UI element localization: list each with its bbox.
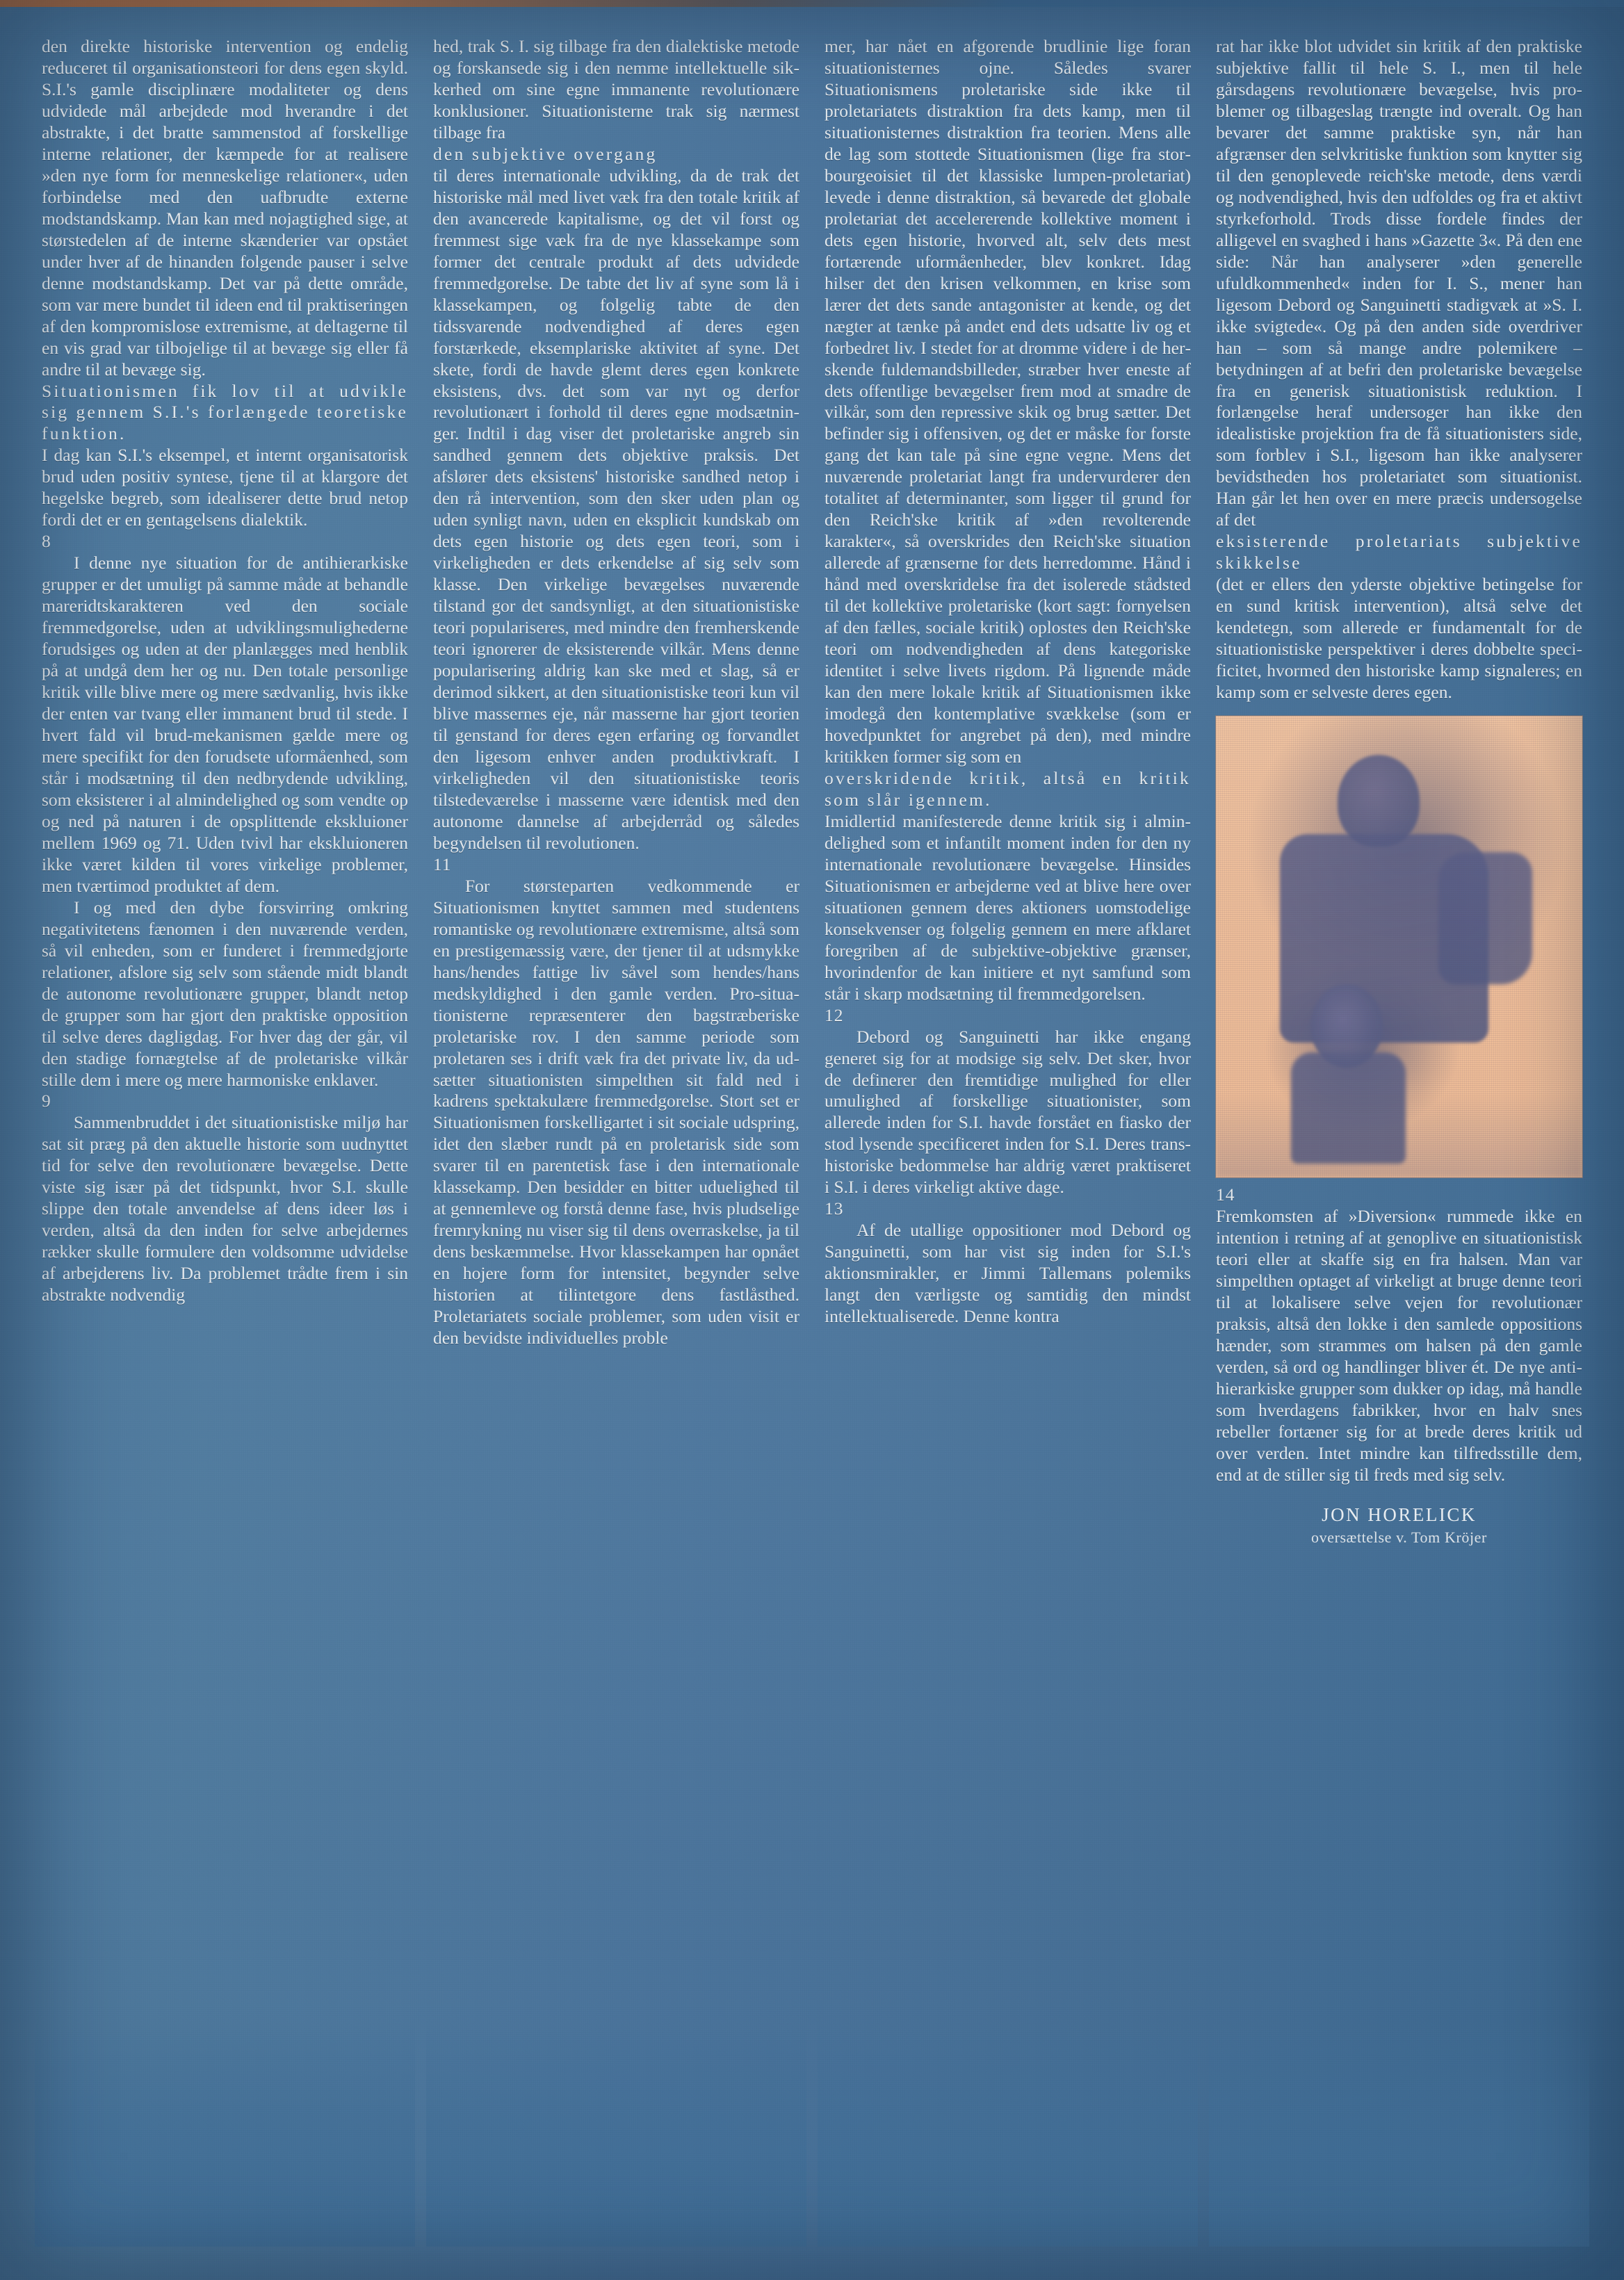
paragraph: I dag kan S.I.'s eksempel, et internt organisatorisk brud uden positiv syntese, tjene til at klargore det hegelske begreb, som idealiserer dette brud netop fordi det er en gentagelsens dialektik. (42, 445, 408, 530)
author-name: JON HORELICK (1322, 1504, 1477, 1525)
paragraph: Imidlertid manifesterede denne kritik sig i almindelighed som et infantilt moment inden for den ny internationale revolutionære bevægelse. Hinsides Situationismen er arbejderne ved at blive here over situationen gennem deres aktioners uomstodelige konsekvenser og folgelig gennem en mere afklaret foregriben af de subjektive-objektive grænser, hvorindenfor de kan initiere et nyt samfund som står i skarp modsætning til fremmedgorelsen. (825, 811, 1191, 1004)
section-number: 9 (42, 1091, 51, 1112)
section-number: 8 (42, 531, 51, 552)
scan-fade (1209, 2017, 1589, 2247)
paragraph: Fremkomsten af »Diversion« rummede ikke en intention i retning af at genoplive en situationistisk teori eller at skaffe sig en fra halsen. Man var simpelthen optaget af virkeligt at bruge denne teori til at lokalisere selve vejen for revolutionær praksis, altså den lokke i den samlede oppositions hænder, som strammes om halsen på den gamle verden, så ord og handlinger bliver ét. De nye anti-hierarkiske grupper som dukker op idag, må handle som hverdagens fabrikker, hvor en halv snes rebeller fortæner sig for at brede deres kritik ud over verden. Intet mindre kan tilfredsstille dem, end at de stiller sig til freds med sig selv. (1216, 1206, 1582, 1485)
paragraph: rat har ikke blot udvidet sin kritik af den praktiske subjektive fallit til hele S. I., men til hele gårsdagens revolutionære bevægelse, hvis problemer og tilbageslag trængte ind overalt. Og han bevarer det samme praktiske syn, når han afgrænser den selvkritiske funktion som knytter sig til den genoplevede reich'ske metode, dens værdi og nodvendighed, hvis den udfoldes og fra et aktivt styrkeforhold. Trods disse fordele findes der alligevel en svaghed i hans »Gazette 3«. På den ene side: Når han analyserer »den generelle ufuldkommenhed« inden for I. S., mener han ligesom Debord og Sanguinetti stadigvæk at »S. I. ikke svigtede«. Og på den anden side overdriver han – som så mange andre polemikere – betydningen af at befri den proletariske bevægelse fra en generisk situationistisk reduktion. I forlængelse heraf undersoger han ikke den idealistiske projektion fra de få situationisters side, som forblev i S.I., ligesom han ikke analyserer bevidstheden hos proletariatet som situationist. Han går let hen over en mere præcis undersogelse af det (1216, 36, 1582, 530)
column-2 (433, 36, 799, 2247)
translator-credit: oversættelse v. Tom Kröjer (1311, 1528, 1487, 1546)
paragraph: hed, trak S. I. sig tilbage fra den dialektiske metode og forskansede sig i den nemme intellektuelle sikkerhed om sine egne immanente revolutionære konklusioner. Situationisterne trak sig nærmest tilbage fra (433, 36, 799, 142)
paragraph-emphasis: den subjektive overgang (433, 143, 658, 164)
paragraph: (det er ellers den yderste objektive betingelse for en sund kritisk intervention), altså selve det kendetegn, som allerede er fundamentalt for de situationistiske perspektiver i deres dobbelte specificitet, hvormed den historiske kamp signaleres; en kamp som er selveste deres egen. (1216, 574, 1582, 703)
text-columns (42, 36, 1582, 2247)
scan-fade (426, 2017, 806, 2247)
paragraph: For størsteparten vedkommende er Situationismen knyttet sammen med studentens romantiske og revolutionære extremisme, altså som en prestigemæssig være, der tjener til at udsmykke hans/hendes fattige liv såvel som hendes/hans medskyldighed i den gamle verden. Pro-situationisterne repræsenterer den bagstræberiske proletariske rov. I den samme periode som proletaren ses i drift væk fra det private liv, da udsætter situationisten simpelthen sit fald ned i kadrens spektakulære fremmedgorelse. Stort set er Situationismen forskelligartet i sit sociale udspring, idet den slæber rundt på en proletarisk side som svarer til en parentetisk fase i den internationale klassekamp. Den besidder en bitter uduelighed til at gennemleve og forstå denne fase, hvis pludselige fremrykning nu viser sig til dens overraskelse, ja til dens beskæmmelse. Hvor klassekampen har opnået en hojere form for intensitet, begynder selve historien at tilintetgore dens fastlåsthed. Proletariatets sociale problemer, som uden visit er den bevidste individuelles proble (433, 875, 799, 1349)
scan-fade (35, 2017, 415, 2247)
photo-halftone-texture (1216, 716, 1582, 1178)
paragraph: mer, har nået en afgorende brudlinie lige foran situationisternes ojne. Således svarer Situationismens proletariske side ikke til proletariatets distraktion fra dets kamp, men til situationisternes distraktion fra teorien. Mens alle de lag som stottede Situationismen (lige fra storbourgeoisiet til det klassiske lumpen-proletariat) levede i denne distraktion, så bevarede det globale proletariat det accelererende kollektive moment i dets egen historie, hvorved alt, selv dets mest fortærende uformåenheder, blev konkret. Idag hilser det den krisen velkommen, en krise som lærer det dets sande antagonister at kende, og det nægter at tænke på andet end dets udsatte liv og et forbedret liv. I stedet for at dromme videre i de herskende fuldemandsbilleder, stræber hver eneste af dets offentlige bevægelser frem mod at smadre de vilkår, som den repressive skik og brug sætter. Det befinder sig i offensiven, og det er måske for forste gang det kan tale på sine egne vegne. Mens det nuværende proletariat langt fra undervurderer den totalitet af determinanter, som ligger til grund for den Reich'ske kritik af »den revolterende karakter«, så overskrides den Reich'ske situation allerede af grænserne for dets herredomme. Hånd i hånd med overskridelse fra det isolerede stådsted til det kollektive proletariske (kort sagt: fornyelsen af den fælles, sociale kritik) oplostes den Reich'ske teori om nodvendigheden af dens kategoriske identitet i selve livets rigdom. På lignende måde kan den mere lokale kritik af Situationismen ikke imodegå den kontemplative svækkelse (som er hovedpunktet for angrebet på den), med mindre kritikken former sig som en (825, 36, 1191, 767)
photograph-figure (1216, 716, 1582, 1178)
paragraph-emphasis: Situationismen fik lov til at udvikle sig gennem S.I.'s forlængede teoretiske funktion. (42, 380, 408, 444)
section-number: 11 (433, 854, 452, 874)
paragraph: Af de utallige oppositioner mod Debord og Sanguinetti, som har vist sig inden for S.I.'s aktionsmirakler, er Jimmi Tallemans polemiks langt den værligste og samtidig den mindst intellektualiserede. Denne kontra (825, 1220, 1191, 1327)
paragraph-emphasis: eksisterende proletariats subjektive skikkelse (1216, 531, 1582, 573)
scan-fade (818, 2017, 1198, 2247)
column-3 (825, 36, 1191, 2247)
photograph (1216, 716, 1582, 1178)
column-1 (42, 36, 408, 2247)
column-4 (1216, 36, 1582, 2247)
author-signature (1216, 1504, 1582, 1547)
section-number: 13 (825, 1198, 844, 1219)
section-number: 12 (825, 1004, 844, 1025)
paragraph: I og med den dybe forsvirring omkring negativitetens fænomen i den nuværende verden, så vil enheden, som er funderet i fremmedgjorte relationer, afslore sig selv som stående midt blandt de autonome revolutionære grupper, blandt netop de grupper som har gjort den praktiske opposition til selve deres dagligdag. For hver dag der går, vil den stadige fornægtelse af de proletariske vilkår stille dem i mere og mere harmoniske enklaver. (42, 897, 408, 1090)
paragraph: den direkte historiske intervention og endelig reduceret til organisationsteori for dens egen skyld. S.I.'s gamle disciplinære modaliteter og dens udvidede mål arbejdede mod hverandre i det abstrakte, i det bratte sammenstod af forskellige interne relationer, der kæmpede for at realisere »den nye form for menneskelige relationer«, uden forbindelse med den uafbrudte externe modstandskamp. Man kan med nojagtighed sige, at størstedelen af de interne skænderier var opstået under hver af de hinanden folgende pauser i selve denne modstandskamp. Det var på dette område, som var mere bundet til ideen end til praktiseringen af den kompromislose extremisme, at deltagerne til en vis grad var tilbojelige til at bevæge sig eller få andre til at bevæge sig. (42, 36, 408, 380)
paragraph: til deres internationale udvikling, da de trak det historiske mål med livet væk fra den totale kritik af den avancerede kapitalisme, og det vil forst og fremmest sige væk fra de nye klassekampe som former det centrale produkt af dets udvidede fremmedgorelse. De tabte det liv af syne som lå i klassekampen, og folgelig tabte de den tidssvarende nodvendighed af deres egen forstærkede, eksemplariske aktivitet af syne. Det skete, fordi de havde glemt deres egen konkrete eksistens, dvs. det som var nyt og derfor revolutionært i forhold til deres egne modsætninger. Indtil i dag viser det proletariske angreb sin sandhed gennem dets objektive praksis. Det afslører dets eksistens' historiske sandhed netop i den rå intervention, som den sker uden plan og uden synligt navn, uden en eksplicit kundskab om dets egen historie og dets egen teori, som i virkeligheden er dets erkendelse af sig selv som klasse. Den virkelige bevægelses nuværende tilstand gor det sandsynligt, at den situationistiske teori populariseres, med mindre den fremherskende teori ignorerer de eksisterende vilkår. Mens denne popularisering aldrig kan ske med et slag, så er derimod sikkert, at den situationistiske teori kun vil blive massernes eje, når masserne har gjort teorien til genstand for deres egen erfaring og forvandlet den ligesom enhver anden produktivkraft. I virkeligheden vil den situationistiske teoris tilstedeværelse i masserne være identisk med den autonome dannelse af arbejderråd og således begyndelsen til revolutionen. (433, 165, 799, 853)
paragraph: I denne nye situation for de antihierarkiske grupper er det umuligt på samme måde at behandle mareridtskarakteren ved den sociale fremmedgorelse, uden at udviklingsmulighederne forudsiges og uden at der planlægges med henblik på at undgå dem her og nu. Den totale personlige kritik ville blive mere og mere sædvanlig, hvis ikke der enten var tvang eller immanent brud til stede. I hvert fald vil brud-mekanismen gælde mere og mere specifikt for den forudsete uformåenhed, som står i modsætning til den nedbrydende udvikling, som eksisterer i al almindelighed og som vendte op og ned på naturen i de opsplittende ekskluioner mellem 1969 og 71. Uden tvivl har ekskluioneren ikke været kilden til vores virkelige problemer, men tværtimod produktet af dem. (42, 553, 408, 896)
section-number: 14 (1216, 1184, 1235, 1205)
paragraph-emphasis: overskridende kritik, altså en kritik som slår igennem. (825, 767, 1191, 810)
paragraph: Debord og Sanguinetti har ikke engang generet sig for at modsige sig selv. Det sker, hvor de definerer den fremtidige mulighed for eller umulighed af forskellige situationister, som allerede inden for S.I. havde forstået en fiasko der stod lysende specificeret inden for S.I. Deres trans-historiske bedommelse har aldrig været praktiseret i S.I. i deres virkeligt aktive dage. (825, 1026, 1191, 1198)
paragraph: Sammenbruddet i det situationistiske miljø har sat sit præg på den aktuelle historie som uudnyttet tid for selve den revolutionære bevægelse. Dette viste sig især på det tidspunkt, hvor S.I. skulle slippe den totale anvendelse af dens ideer løs i verden, altså da den inden for selve arbejdernes rækker skulle formulere den voldsomme udvidelse af arbejderens liv. Da problemet trådte frem i sin abstrakte nodvendig (42, 1112, 408, 1305)
scan-top-edge-strip (0, 0, 1624, 7)
